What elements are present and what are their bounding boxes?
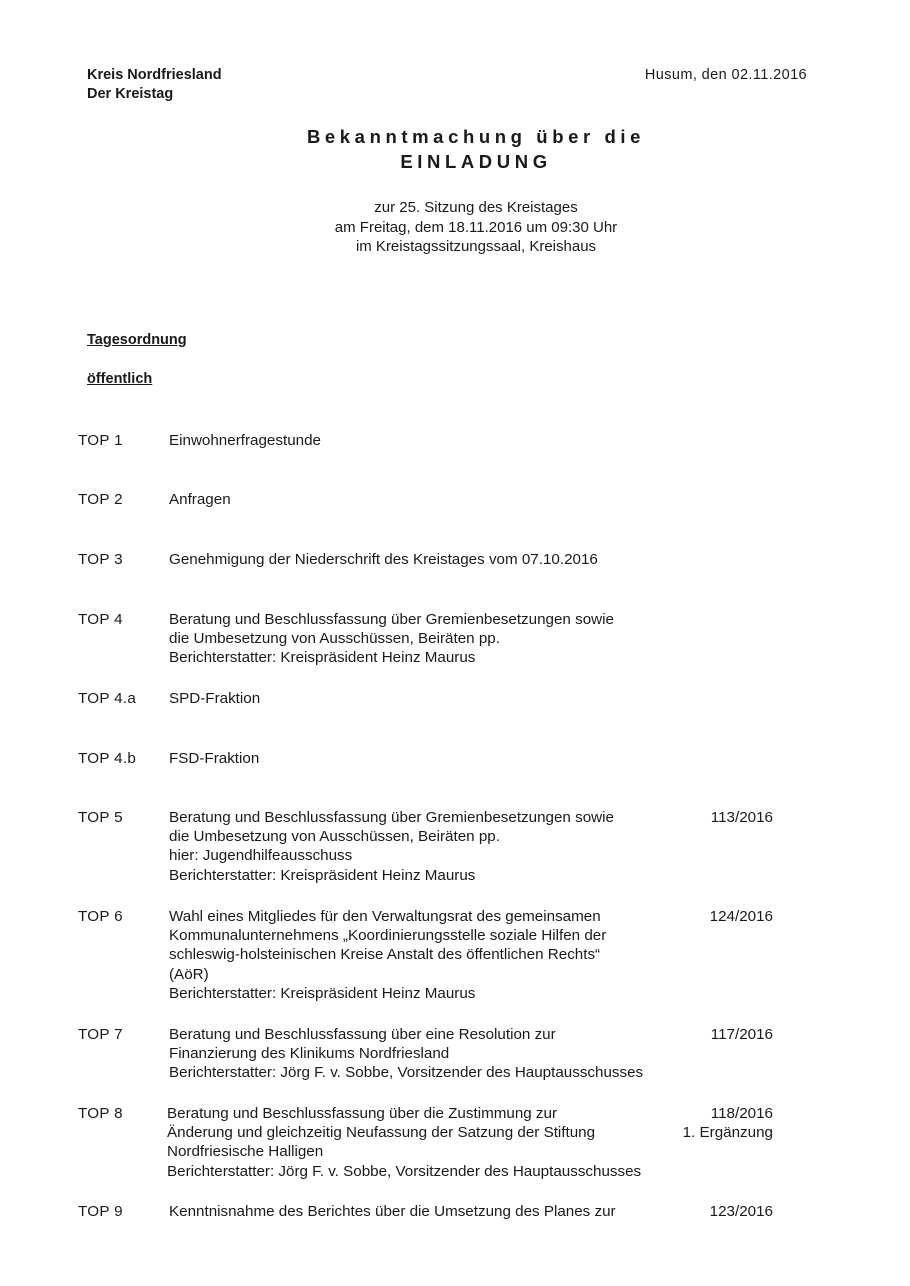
agenda-item-line: schleswig-holsteinischen Kreise Anstalt des öffentlichen Rechts“ (169, 946, 601, 964)
agenda-item-line: Berichterstatter: Kreispräsident Heinz Maurus (169, 649, 476, 667)
agenda-item-text (167, 1104, 707, 1181)
agenda-item-line: Kenntnisnahme des Berichtes über die Umsetzung des Planes zur (169, 1203, 616, 1220)
agenda-item-line: Einwohnerfragestunde (169, 432, 321, 449)
agenda-item-line: Beratung und Beschlussfassung über die Zustimmung zur (167, 1105, 558, 1122)
agenda-item-text (169, 431, 709, 450)
document-title (0, 124, 910, 174)
agenda-item-reference-line: 113/2016 (710, 809, 773, 826)
agenda-item-reference-line: 118/2016 (710, 1105, 773, 1122)
agenda-item-line: Beratung und Beschlussfassung über eine Resolution zur (169, 1026, 556, 1043)
organization-name: Kreis Nordfriesland (87, 67, 222, 83)
title-line-2: EINLADUNG (400, 151, 552, 172)
agenda-item-line: Berichterstatter: Kreispräsident Heinz Maurus (169, 866, 476, 884)
agenda-item-text (169, 610, 709, 668)
agenda-item-label: TOP 2 (78, 491, 123, 508)
agenda-item-reference (711, 808, 773, 827)
agenda-item-text (169, 749, 709, 768)
agenda-item-reference-line: 117/2016 (710, 1026, 773, 1043)
agenda-item-text (169, 550, 709, 569)
agenda-item-text (169, 1025, 709, 1083)
agenda-item-reference (683, 1104, 773, 1142)
agenda-item-text (169, 907, 709, 1003)
agenda-item-line: Anfragen (169, 491, 231, 508)
meeting-location: im Kreistagssitzungssaal, Kreishaus (355, 238, 597, 255)
agenda-item-reference (710, 1202, 773, 1221)
agenda-item-line: Beratung und Beschlussfassung über Gremienbesetzungen sowie (169, 611, 614, 628)
agenda-item-line: (AöR) (169, 965, 209, 983)
agenda-item-line: Kommunalunternehmens „Koordinierungsstelle soziale Hilfen der (169, 927, 607, 945)
agenda-item-reference-line: 1. Ergänzung (682, 1124, 773, 1142)
body-name: Der Kreistag (87, 86, 174, 102)
agenda-item-label: TOP 5 (78, 809, 123, 826)
agenda-item-label: TOP 3 (78, 551, 123, 568)
title-line-1: Bekanntmachung über die (306, 126, 646, 147)
agenda-item-line: Berichterstatter: Kreispräsident Heinz Maurus (169, 984, 476, 1002)
agenda-item-line: Berichterstatter: Jörg F. v. Sobbe, Vorsitzender des Hauptausschusses (169, 1064, 644, 1082)
place-date: Husum, den 02.11.2016 (644, 67, 807, 83)
agenda-item-label: TOP 1 (78, 432, 123, 449)
agenda-item-reference-line: 124/2016 (709, 908, 773, 925)
agenda-item-label: TOP 4.b (78, 750, 137, 767)
agenda-item-line: Änderung und gleichzeitig Neufassung der Satzung der Stiftung (167, 1124, 596, 1142)
agenda-item-label: TOP 4.a (78, 690, 137, 707)
agenda-item-line: Nordfriesische Halligen (167, 1143, 324, 1161)
agenda-item-reference-line: 123/2016 (709, 1203, 773, 1220)
agenda-item-text (169, 1202, 709, 1221)
agenda-item-line: Genehmigung der Niederschrift des Kreistages vom 07.10.2016 (169, 551, 598, 568)
agenda-item-reference (710, 907, 773, 926)
agenda-heading: Tagesordnung (87, 332, 187, 348)
agenda-item-label: TOP 8 (78, 1105, 123, 1122)
sender-block (87, 66, 222, 104)
agenda-item-line: hier: Jugendhilfeausschuss (169, 847, 353, 865)
agenda-item-text (169, 689, 709, 708)
agenda-item-label: TOP 9 (78, 1203, 123, 1220)
agenda-item-reference (711, 1025, 773, 1044)
agenda-item-label: TOP 4 (78, 611, 123, 628)
agenda-item-label: TOP 6 (78, 908, 123, 925)
agenda-item-line: die Umbesetzung von Ausschüssen, Beiräten pp. (169, 828, 500, 846)
agenda-item-line: Wahl eines Mitgliedes für den Verwaltungsrat des gemeinsamen (169, 908, 601, 925)
meeting-session: zur 25. Sitzung des Kreistages (374, 199, 578, 216)
meeting-info (0, 198, 910, 257)
agenda-item-line: Berichterstatter: Jörg F. v. Sobbe, Vorsitzender des Hauptausschusses (167, 1162, 642, 1180)
agenda-item-line: FSD-Fraktion (169, 750, 260, 767)
agenda-item-text (169, 490, 709, 509)
section-heading: öffentlich (87, 371, 153, 387)
agenda-item-text (169, 808, 709, 885)
agenda-item-label: TOP 7 (78, 1026, 123, 1043)
agenda-item-line: Finanzierung des Klinikums Nordfriesland (169, 1045, 450, 1063)
agenda-item-line: Beratung und Beschlussfassung über Gremienbesetzungen sowie (169, 809, 614, 826)
agenda-item-line: SPD-Fraktion (169, 690, 261, 707)
meeting-date-time: am Freitag, dem 18.11.2016 um 09:30 Uhr (334, 218, 618, 236)
agenda-item-line: die Umbesetzung von Ausschüssen, Beiräten pp. (169, 630, 500, 648)
